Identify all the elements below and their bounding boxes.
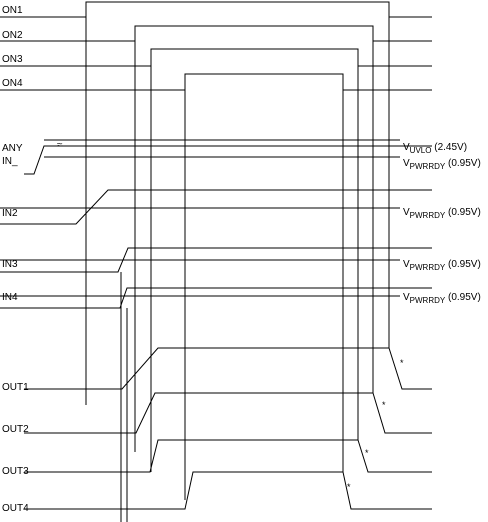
label-vuvlo-main: V	[403, 142, 410, 153]
label-in: IN_	[2, 156, 18, 167]
star-marker-out3: *	[365, 448, 369, 458]
label-vpwrrdy-2	[403, 207, 481, 220]
label-on4: ON4	[2, 78, 23, 89]
label-on1: ON1	[2, 5, 23, 16]
any-in-waveform	[24, 146, 432, 174]
label-vpwrrdy-3-main: V	[403, 259, 410, 270]
label-vpwrrdy-3-sub: PWRRDY	[409, 263, 446, 272]
out4-waveform	[24, 472, 432, 509]
in4-waveform	[0, 288, 432, 308]
label-vpwrrdy-1-main: V	[403, 158, 410, 169]
label-vpwrrdy-3	[403, 259, 481, 272]
label-out3: OUT3	[2, 466, 29, 477]
label-vuvlo	[403, 142, 467, 155]
label-out4: OUT4	[2, 503, 29, 514]
on2-waveform	[0, 26, 432, 41]
star-marker-out1: *	[400, 358, 404, 368]
out2-waveform	[24, 393, 432, 433]
label-vpwrrdy-1	[403, 158, 481, 171]
label-vpwrrdy-4-value: (0.95V)	[445, 292, 481, 303]
label-on2: ON2	[2, 30, 23, 41]
label-vpwrrdy-4-sub: PWRRDY	[409, 296, 446, 305]
star-marker-out2: *	[382, 400, 386, 410]
label-vpwrrdy-1-value: (0.95V)	[445, 158, 481, 169]
label-out2: OUT2	[2, 424, 29, 435]
label-in2: IN2	[2, 208, 18, 219]
label-out1: OUT1	[2, 382, 29, 393]
label-in3: IN3	[2, 259, 18, 270]
label-vpwrrdy-3-value: (0.95V)	[445, 259, 481, 270]
label-vpwrrdy-1-sub: PWRRDY	[409, 162, 446, 171]
label-vpwrrdy-2-value: (0.95V)	[445, 207, 481, 218]
out1-waveform	[24, 348, 432, 389]
break-symbol: ≈	[57, 140, 63, 151]
on1-waveform	[0, 2, 432, 17]
on4-waveform	[0, 74, 432, 90]
label-vuvlo-sub: UVLO	[409, 146, 432, 155]
label-in4: IN4	[2, 292, 18, 303]
label-vuvlo-value: (2.45V)	[431, 142, 468, 153]
label-vpwrrdy-4	[403, 292, 481, 305]
on3-waveform	[0, 49, 432, 66]
label-vpwrrdy-4-main: V	[403, 292, 410, 303]
in2-waveform	[0, 190, 432, 224]
label-any: ANY	[2, 143, 23, 154]
label-on3: ON3	[2, 54, 23, 65]
star-marker-out4: *	[347, 482, 351, 492]
label-vpwrrdy-2-main: V	[403, 207, 410, 218]
label-vpwrrdy-2-sub: PWRRDY	[409, 211, 446, 220]
out3-waveform	[24, 440, 432, 472]
